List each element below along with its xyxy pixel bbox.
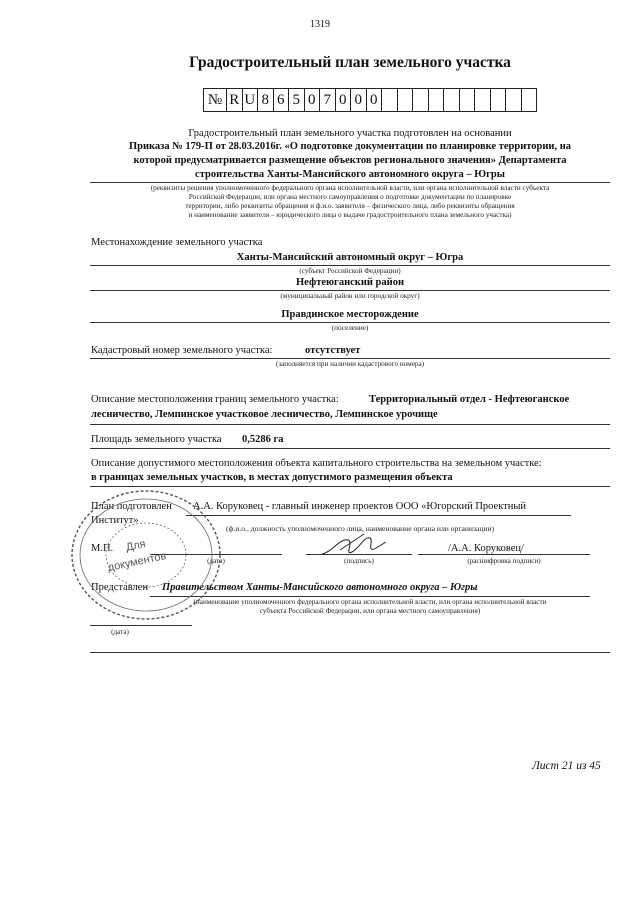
settlement-note: (поселение) xyxy=(331,324,369,332)
location-district: Нефтеюганский район xyxy=(295,277,404,288)
cadastral-value: отсутствует xyxy=(305,345,361,356)
basis-note-4: и наименование заявителя – юридического лица о выдаче градостроительного плана земельного участка) xyxy=(188,211,512,219)
cadastral-note: (заполняется при наличии кадастрового номера) xyxy=(275,360,425,368)
number-cell xyxy=(444,89,460,112)
presented-note-1: (наименование уполномоченного федерального органа исполнительной власти, или органа исполнительной власти xyxy=(193,598,547,606)
basis-intro: Градостроительный план земельного участка подготовлен на основании xyxy=(188,128,512,139)
boundaries-label: Описание местоположения границ земельного участка: xyxy=(91,394,339,405)
sheet-number: Лист 21 из 45 xyxy=(532,760,601,772)
region-note: (субъект Российской Федерации) xyxy=(299,267,401,275)
plan-number-grid xyxy=(203,88,537,112)
area-rule xyxy=(90,448,610,449)
bottom-rule xyxy=(90,652,610,653)
signature-note: (подпись) xyxy=(344,557,374,565)
basis-order-line2: которой предусматривается размещение объектов регионального значения» Департамента xyxy=(133,155,567,166)
district-rule xyxy=(90,290,610,291)
number-cell: 5 xyxy=(289,89,305,112)
number-cell: 0 xyxy=(304,89,320,112)
boundaries-value-part2: лесничество, Лемпинское участковое лесничество, Лемпинское урочище xyxy=(91,409,438,420)
svg-text:документов: документов xyxy=(106,549,168,575)
preparer-value-part2: Институт» xyxy=(91,515,139,526)
location-settlement: Правдинское месторождение xyxy=(281,309,419,320)
region-rule xyxy=(90,265,610,266)
number-cell xyxy=(475,89,491,112)
stamp-text xyxy=(107,538,168,574)
document-stamp xyxy=(66,485,226,625)
settlement-rule xyxy=(90,322,610,323)
basis-note-1: (реквизиты решения уполномоченного федерального органа исполнительной власти, или органа исполнительной власти субъекта xyxy=(150,184,550,192)
presented-note-2: субъекта Российской Федерации, или органа местного самоуправления) xyxy=(259,607,481,615)
cadastral-label: Кадастровый номер земельного участка: xyxy=(91,345,273,356)
presented-date-note: (дата) xyxy=(111,628,129,636)
number-cell xyxy=(459,89,475,112)
boundaries-rule xyxy=(90,424,610,425)
number-cell: 0 xyxy=(366,89,382,112)
basis-note-2: Российской Федерации, или органа местного самоуправления о подготовке документации по планировке xyxy=(188,193,512,201)
location-label: Местонахождение земельного участка xyxy=(91,237,263,248)
page-number: 1319 xyxy=(310,19,330,30)
area-label: Площадь земельного участка xyxy=(91,434,222,445)
number-cell: 0 xyxy=(335,89,351,112)
presented-date-rule xyxy=(90,625,192,626)
document-title: Градостроительный план земельного участка xyxy=(189,54,511,71)
basis-rule xyxy=(90,182,610,183)
number-cell xyxy=(413,89,429,112)
preparer-value-part1: А.А. Коруковец - главный инженер проектов ООО «Югорский Проектный xyxy=(193,501,527,512)
number-cell xyxy=(397,89,413,112)
presented-label: Представлен xyxy=(91,582,149,593)
svg-text:Для: Для xyxy=(124,537,147,554)
seal-placeholder-mp: М.П. xyxy=(91,543,114,554)
basis-order-line3: строительства Ханты-Мансийского автономного округа – Югры xyxy=(195,169,505,180)
number-cell xyxy=(506,89,522,112)
decode-note: (расшифровка подписи) xyxy=(467,557,541,565)
number-cell xyxy=(428,89,444,112)
preparer-rule xyxy=(186,515,571,516)
number-cell: R xyxy=(227,89,243,112)
handwritten-signature xyxy=(318,530,388,562)
permitted-value: в границах земельных участков, в местах допустимого размещения объекта xyxy=(91,472,453,483)
location-region: Ханты-Мансийский автономный округ – Югра xyxy=(236,252,464,263)
preparer-note: (ф.и.о., должность уполномоченного лица, наименование органа или организации) xyxy=(225,524,495,533)
area-value: 0,5286 га xyxy=(242,434,284,445)
number-cell xyxy=(382,89,398,112)
basis-note-3: территории, либо реквизиты обращения и ф.и.о. заявителя – физического лица, либо реквизиты обращения xyxy=(185,202,515,210)
number-cell: 0 xyxy=(351,89,367,112)
number-cell: 6 xyxy=(273,89,289,112)
number-cell xyxy=(490,89,506,112)
number-cell xyxy=(521,89,537,112)
name-rule xyxy=(418,554,590,555)
permitted-label: Описание допустимого местоположения объекта капитального строительства на земельном участке: xyxy=(91,458,542,469)
boundaries-value-part1: Территориальный отдел - Нефтеюганское xyxy=(369,394,570,405)
preparer-name: /А.А. Коруковец/ xyxy=(448,543,524,554)
preparer-date-note: (дата) xyxy=(207,557,225,565)
basis-order-line1: Приказа № 179-П от 28.03.2016г. «О подготовке документации по планировке территории, на xyxy=(128,141,572,152)
preparer-label: План подготовлен xyxy=(91,501,172,512)
district-note: (муниципальный район или городской округ) xyxy=(280,292,420,300)
number-cell: № xyxy=(204,89,227,112)
cadastral-rule xyxy=(90,358,610,359)
number-cell: 7 xyxy=(320,89,336,112)
number-cell: 8 xyxy=(258,89,274,112)
number-cell: U xyxy=(242,89,258,112)
presented-value: Правительством Ханты-Мансийского автономного округа – Югры xyxy=(162,582,478,593)
